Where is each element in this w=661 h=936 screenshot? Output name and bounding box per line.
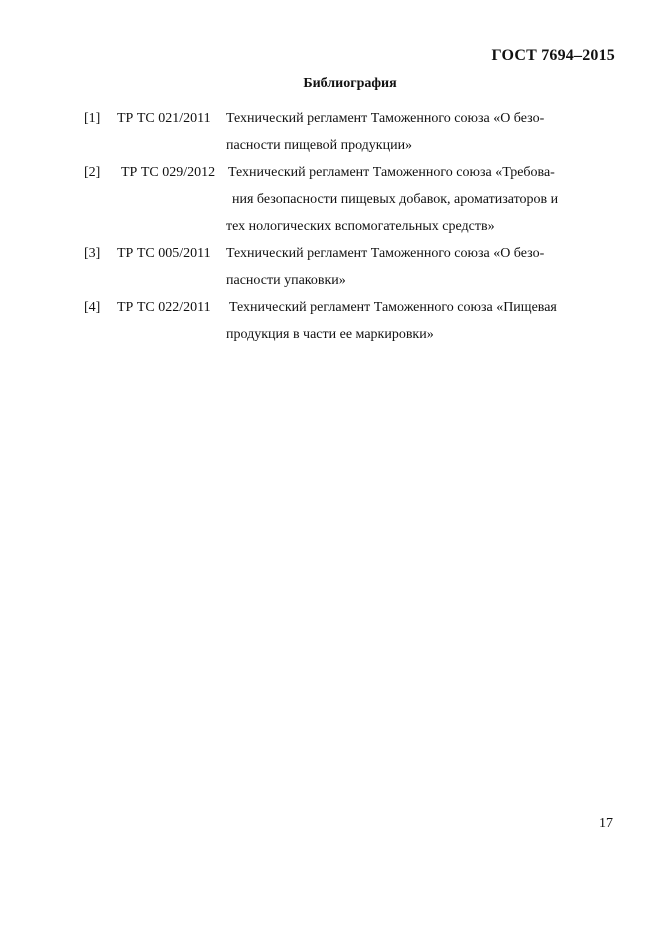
entry-text-line: Технический регламент Таможенного союза «Пищевая xyxy=(229,300,557,315)
entry-text-line: Технический регламент Таможенного союза «О безо- xyxy=(226,111,545,126)
entry-code: ТР ТС 005/2011 xyxy=(117,246,211,261)
entry-text-line: ния безопасности пищевых добавок, ароматизаторов и xyxy=(232,192,559,207)
document-code: ГОСТ 7694–2015 xyxy=(491,47,615,64)
entry-code: ТР ТС 029/2012 xyxy=(121,165,216,180)
page-number: 17 xyxy=(599,816,613,831)
bibliography-title: Библиография xyxy=(303,76,397,91)
entry-number: [1] xyxy=(84,111,101,126)
entry-number: [2] xyxy=(84,165,101,180)
entry-text-line: Технический регламент Таможенного союза «О безо- xyxy=(226,246,545,261)
entry-code: ТР ТС 021/2011 xyxy=(117,111,211,126)
entry-text-line: тех нологических вспомогательных средств» xyxy=(226,219,495,234)
entry-code: ТР ТС 022/2011 xyxy=(117,300,211,315)
entry-text-line: пасности пищевой продукции» xyxy=(226,138,413,153)
entry-number: [3] xyxy=(84,246,101,261)
entry-text-line: Технический регламент Таможенного союза «Требова- xyxy=(228,165,555,180)
entry-text-line: пасности упаковки» xyxy=(226,273,346,288)
entry-number: [4] xyxy=(84,300,101,315)
entry-text-line: продукция в части ее маркировки» xyxy=(226,327,434,342)
